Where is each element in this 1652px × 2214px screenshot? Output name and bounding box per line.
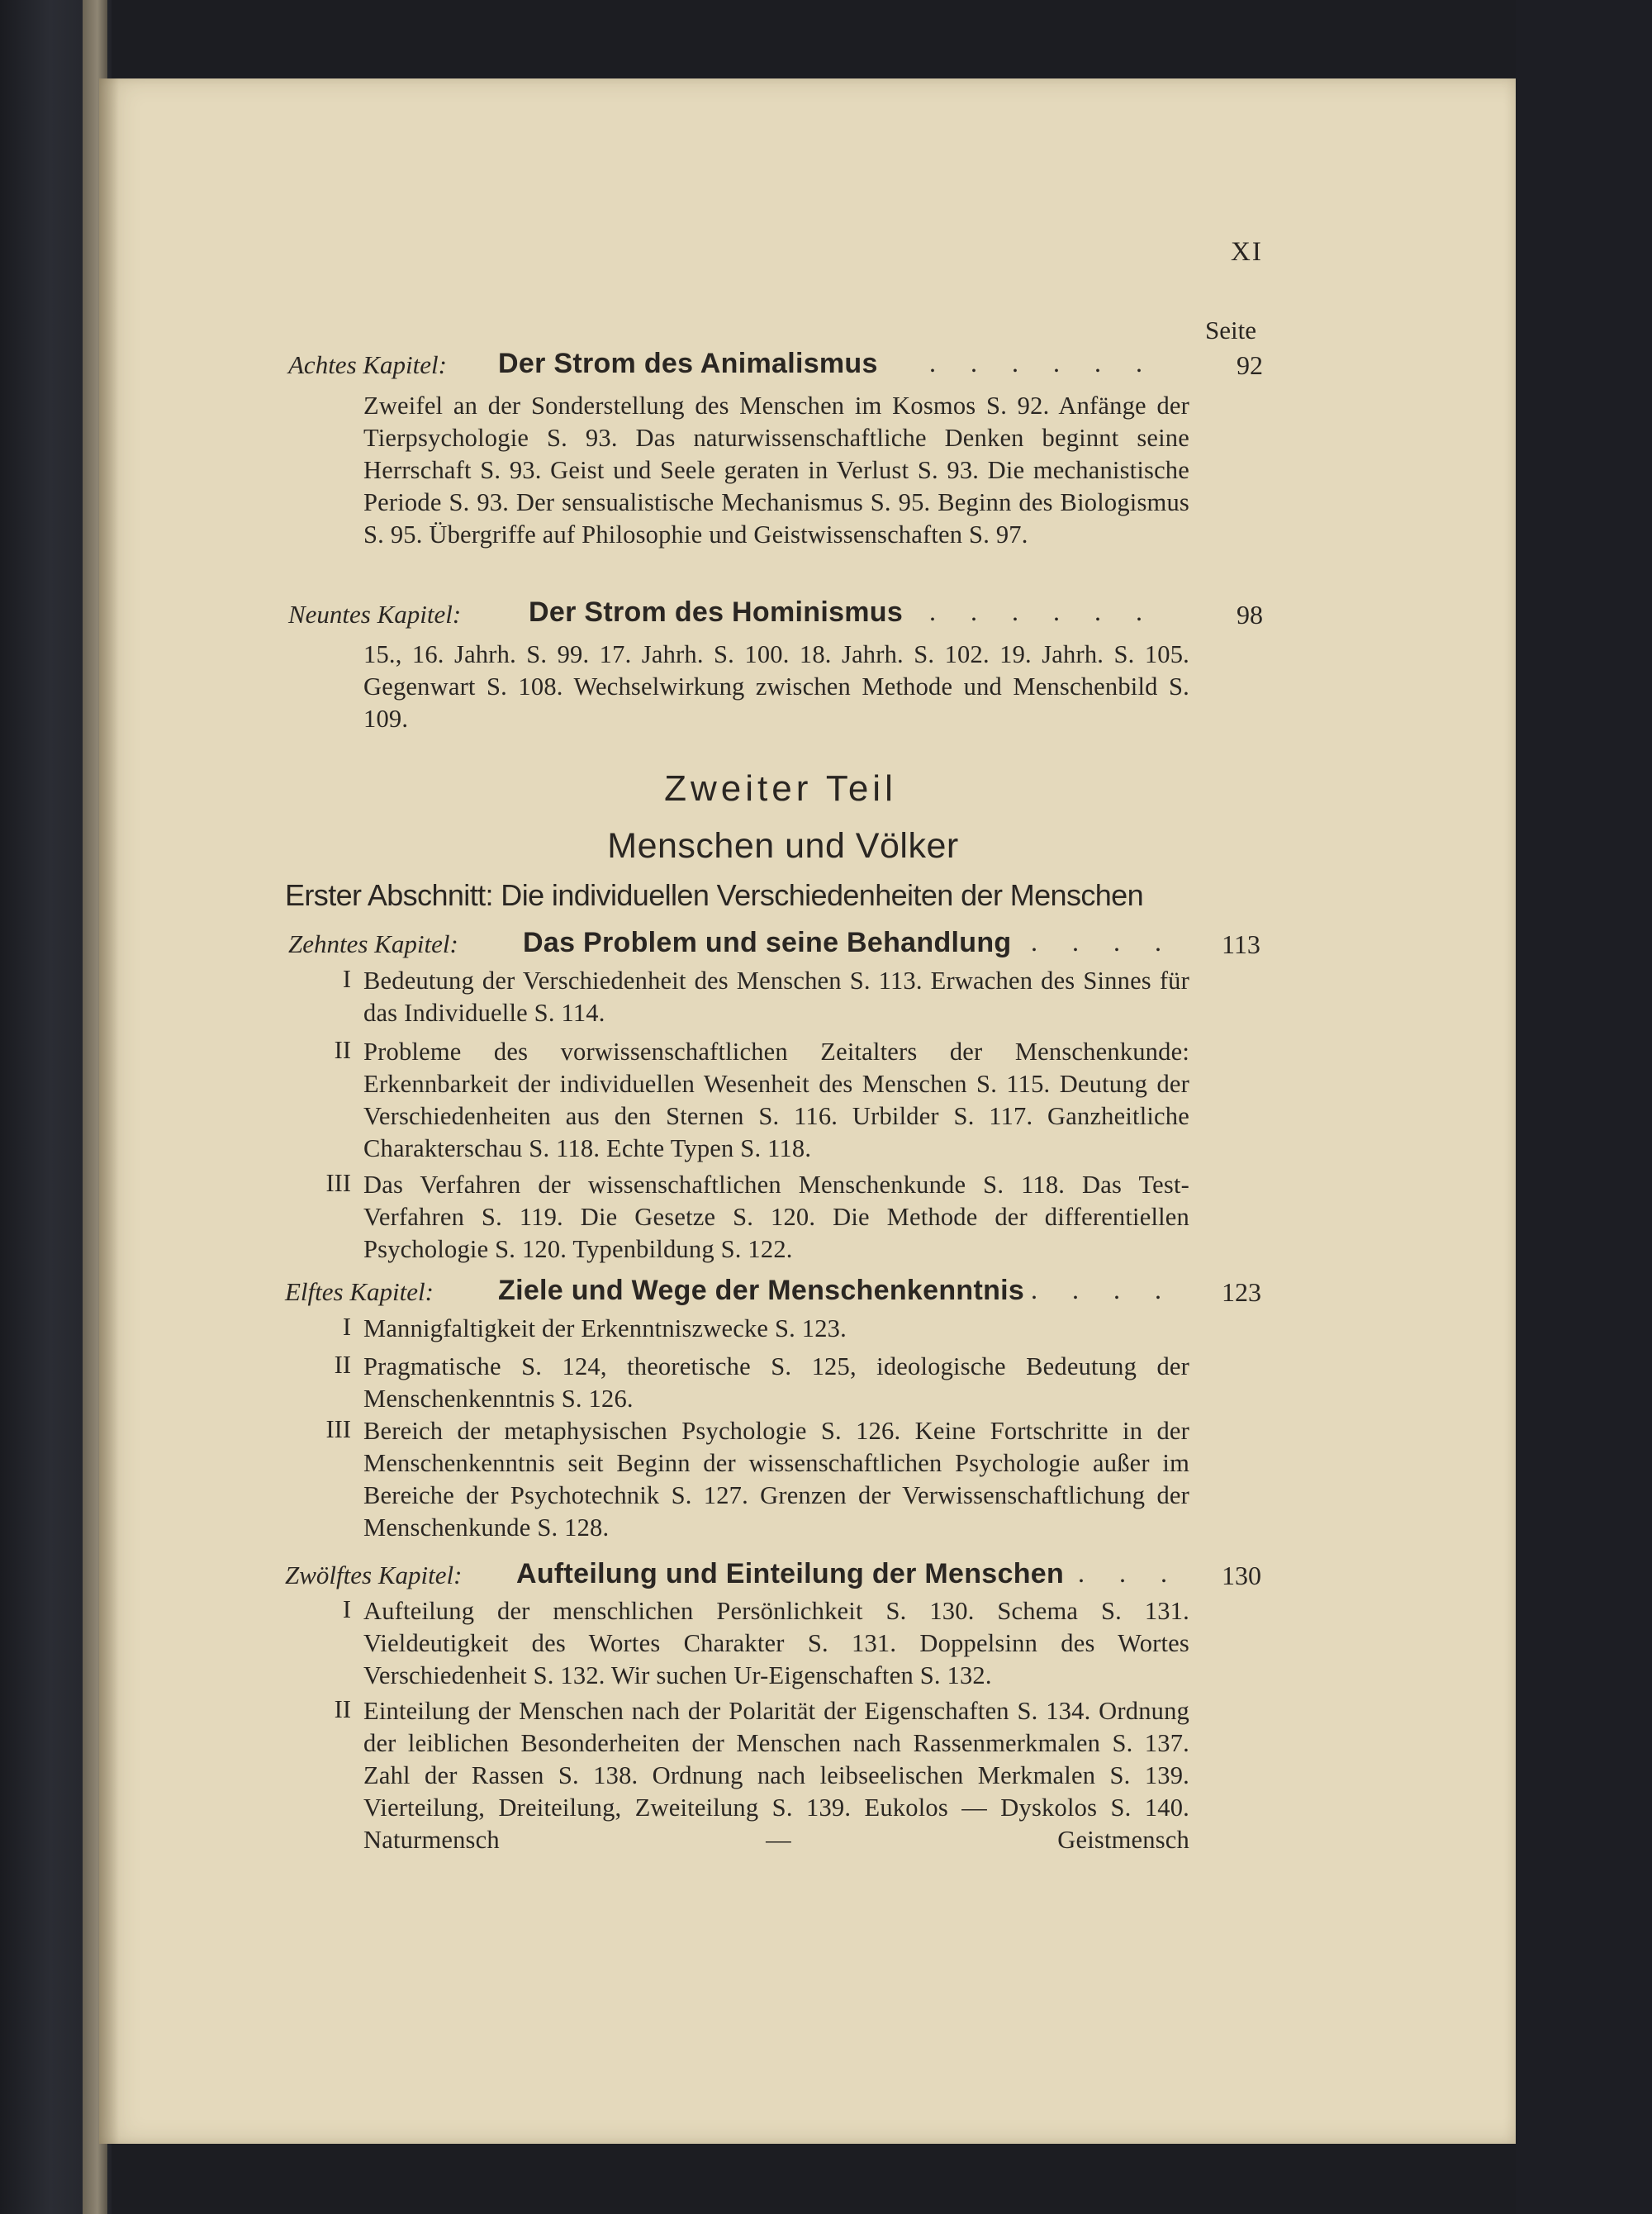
section-number: I: [342, 1313, 351, 1341]
chapter-title: Der Strom des Animalismus: [498, 348, 878, 379]
chapter-title: Der Strom des Hominismus: [529, 596, 904, 628]
section-text: Probleme des vorwissenschaftlichen Zeitalters der Menschenkunde: Erkennbarkeit der individuellen Wesenheit des Menschen S. 115. Deutung der Verschiedenheiten aus den Sternen S. 116. Urbilder S. 117. Ganzheitliche Charakterschau S. 118. Echte Typen S. 118.: [363, 1038, 1189, 1162]
section-number: I: [342, 1595, 351, 1623]
chapter-summary: 15., 16. Jahrh. S. 99. 17. Jahrh. S. 100. 18. Jahrh. S. 102. 19. Jahrh. S. 105. Gegenwart S. 108. Wechselwirkung zwischen Methode und Menschenbild S. 109.: [363, 640, 1189, 733]
section-number: II: [334, 1036, 351, 1064]
binding-shadow: [99, 78, 119, 2144]
section-number: II: [334, 1695, 351, 1723]
chapter-page: 113: [1222, 929, 1260, 959]
chapter-page: 123: [1222, 1277, 1261, 1307]
page-number: XI: [1231, 237, 1263, 267]
chapter-label: Achtes Kapitel:: [288, 350, 447, 379]
seite-column-label: Seite: [1205, 316, 1256, 344]
leader-dots: . . . . . .: [929, 348, 1156, 378]
section-text: Bereich der metaphysischen Psychologie S. 126. Keine Fortschritte in der Menschenkenntnis seit Beginn der wissenschaftlichen Psychologie außer im Bereiche der Psychotechnik S. 127. Grenzen der Verwissenschaftlichung der Menschenkunde S. 128.: [363, 1417, 1189, 1542]
section-text: Bedeutung der Verschiedenheit des Menschen S. 113. Erwachen des Sinnes für das Individuelle S. 114.: [363, 967, 1189, 1027]
section-number: III: [325, 1415, 351, 1443]
section-text: Einteilung der Menschen nach der Polarität der Eigenschaften S. 134. Ordnung der leiblichen Besonderheiten der Menschen nach Rassenmerkmalen S. 137. Zahl der Rassen S. 138. Ordnung nach leibseelischen Merkmalen S. 139. Vierteilung, Dreiteilung, Zweiteilung S. 139. Eukolos — Dyskolos S. 140. Naturmensch — Geistmensch: [363, 1697, 1189, 1854]
section-number: III: [325, 1169, 351, 1197]
leader-dots: . . . . . .: [929, 596, 1156, 626]
chapter-page: 130: [1222, 1561, 1261, 1590]
leader-dots: . . .: [1078, 1558, 1181, 1588]
chapter-label: Elftes Kapitel:: [285, 1277, 434, 1306]
section-heading: Erster Abschnitt: Die individuellen Verschiedenheiten der Menschen: [285, 878, 1144, 912]
section-number: I: [342, 965, 351, 993]
chapter-summary: Zweifel an der Sonderstellung des Menschen im Kosmos S. 92. Anfänge der Tierpsychologie S. 93. Das naturwissenschaftliche Denken beginnt seine Herrschaft S. 93. Geist und Seele geraten in Verlust S. 93. Die mechanistische Periode S. 93. Der sensualistische Mechanismus S. 95. Beginn des Biologismus S. 95. Übergriffe auf Philosophie und Geistwissenschaften S. 97.: [363, 392, 1189, 549]
background-right: [1516, 0, 1652, 2214]
chapter-title: Aufteilung und Einteilung der Menschen: [516, 1558, 1065, 1589]
part-subheading: Menschen und Völker: [607, 826, 959, 866]
section-text: Das Verfahren der wissenschaftlichen Menschenkunde S. 118. Das Test-Verfahren S. 119. Die Gesetze S. 120. Die Methode der differentiellen Psychologie S. 120. Typenbildung S. 122.: [363, 1171, 1189, 1263]
leader-dots: . . . .: [1031, 927, 1175, 957]
part-heading: Zweiter Teil: [664, 768, 897, 809]
chapter-label: Zwölftes Kapitel:: [285, 1561, 463, 1589]
chapter-page: 92: [1237, 350, 1263, 380]
leader-dots: . . . .: [1031, 1275, 1175, 1304]
chapter-label: Neuntes Kapitel:: [288, 600, 462, 629]
section-text: Mannigfaltigkeit der Erkenntniszwecke S. 123.: [363, 1314, 847, 1342]
section-text: Aufteilung der menschlichen Persönlichkeit S. 130. Schema S. 131. Vieldeutigkeit des Wortes Charakter S. 131. Doppelsinn des Wortes Verschiedenheit S. 132. Wir suchen Ur-Eigenschaften S. 132.: [363, 1597, 1189, 1689]
chapter-title: Das Problem und seine Behandlung: [523, 927, 1012, 958]
chapter-label: Zehntes Kapitel:: [288, 929, 458, 958]
chapter-title: Ziele und Wege der Menschenkenntnis: [498, 1275, 1025, 1306]
section-text: Pragmatische S. 124, theoretische S. 125, ideologische Bedeutung der Menschenkenntnis S. 126.: [363, 1352, 1189, 1413]
chapter-page: 98: [1237, 600, 1263, 630]
section-number: II: [334, 1351, 351, 1379]
